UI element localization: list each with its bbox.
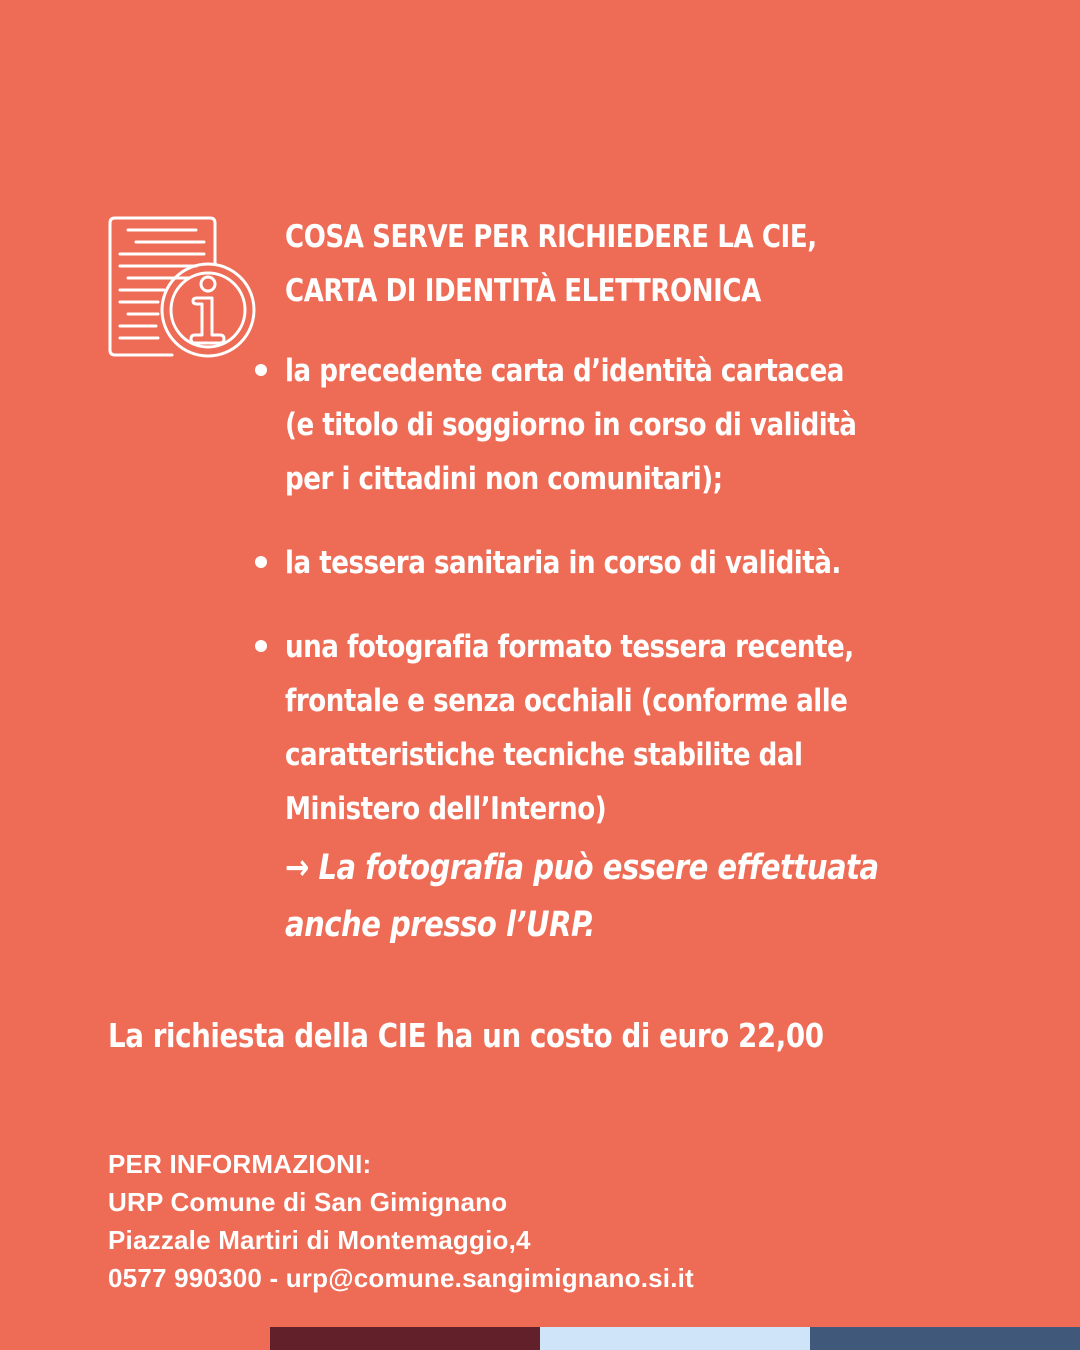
contact-title: PER INFORMAZIONI: bbox=[108, 1149, 372, 1179]
bullet-icon bbox=[255, 556, 267, 568]
color-bar-segment bbox=[270, 1327, 540, 1350]
bullet-icon bbox=[255, 640, 267, 652]
cost-text: La richiesta della CIE ha un costo di euro 22,00 bbox=[108, 1016, 824, 1055]
requirement-id-card: la precedente carta d’identità cartacea (e titolo di soggiorno in corso di validità per i cittadini non comunitari); bbox=[285, 353, 857, 497]
contact-phone-email: 0577 990300 - urp@comune.sangimignano.si.it bbox=[108, 1263, 694, 1293]
color-bar-segment bbox=[0, 1327, 270, 1350]
contact-office: URP Comune di San Gimignano bbox=[108, 1187, 508, 1217]
color-bar-segment bbox=[540, 1327, 810, 1350]
color-bar bbox=[0, 1327, 1080, 1350]
requirement-photo: una fotografia formato tessera recente, frontale e senza occhiali (conforme alle caratteristiche tecniche stabilite dal Ministero dell’Interno) bbox=[285, 629, 854, 827]
requirements-list bbox=[255, 344, 1055, 984]
page-title: COSA SERVE PER RICHIEDERE LA CIE, CARTA DI IDENTITÀ ELETTRONICA bbox=[285, 219, 817, 309]
list-item bbox=[255, 536, 1055, 590]
contact-block bbox=[108, 1145, 694, 1297]
color-bar-segment bbox=[810, 1327, 1080, 1350]
bullet-icon bbox=[255, 364, 267, 376]
list-item bbox=[255, 620, 1055, 954]
document-info-icon bbox=[106, 214, 258, 360]
contact-address: Piazzale Martiri di Montemaggio,4 bbox=[108, 1225, 531, 1255]
photo-note: → La fotografia può essere effettuata anche presso l’URP. bbox=[285, 848, 879, 945]
requirement-health-card: la tessera sanitaria in corso di validità. bbox=[285, 545, 841, 581]
list-item bbox=[255, 344, 1055, 506]
